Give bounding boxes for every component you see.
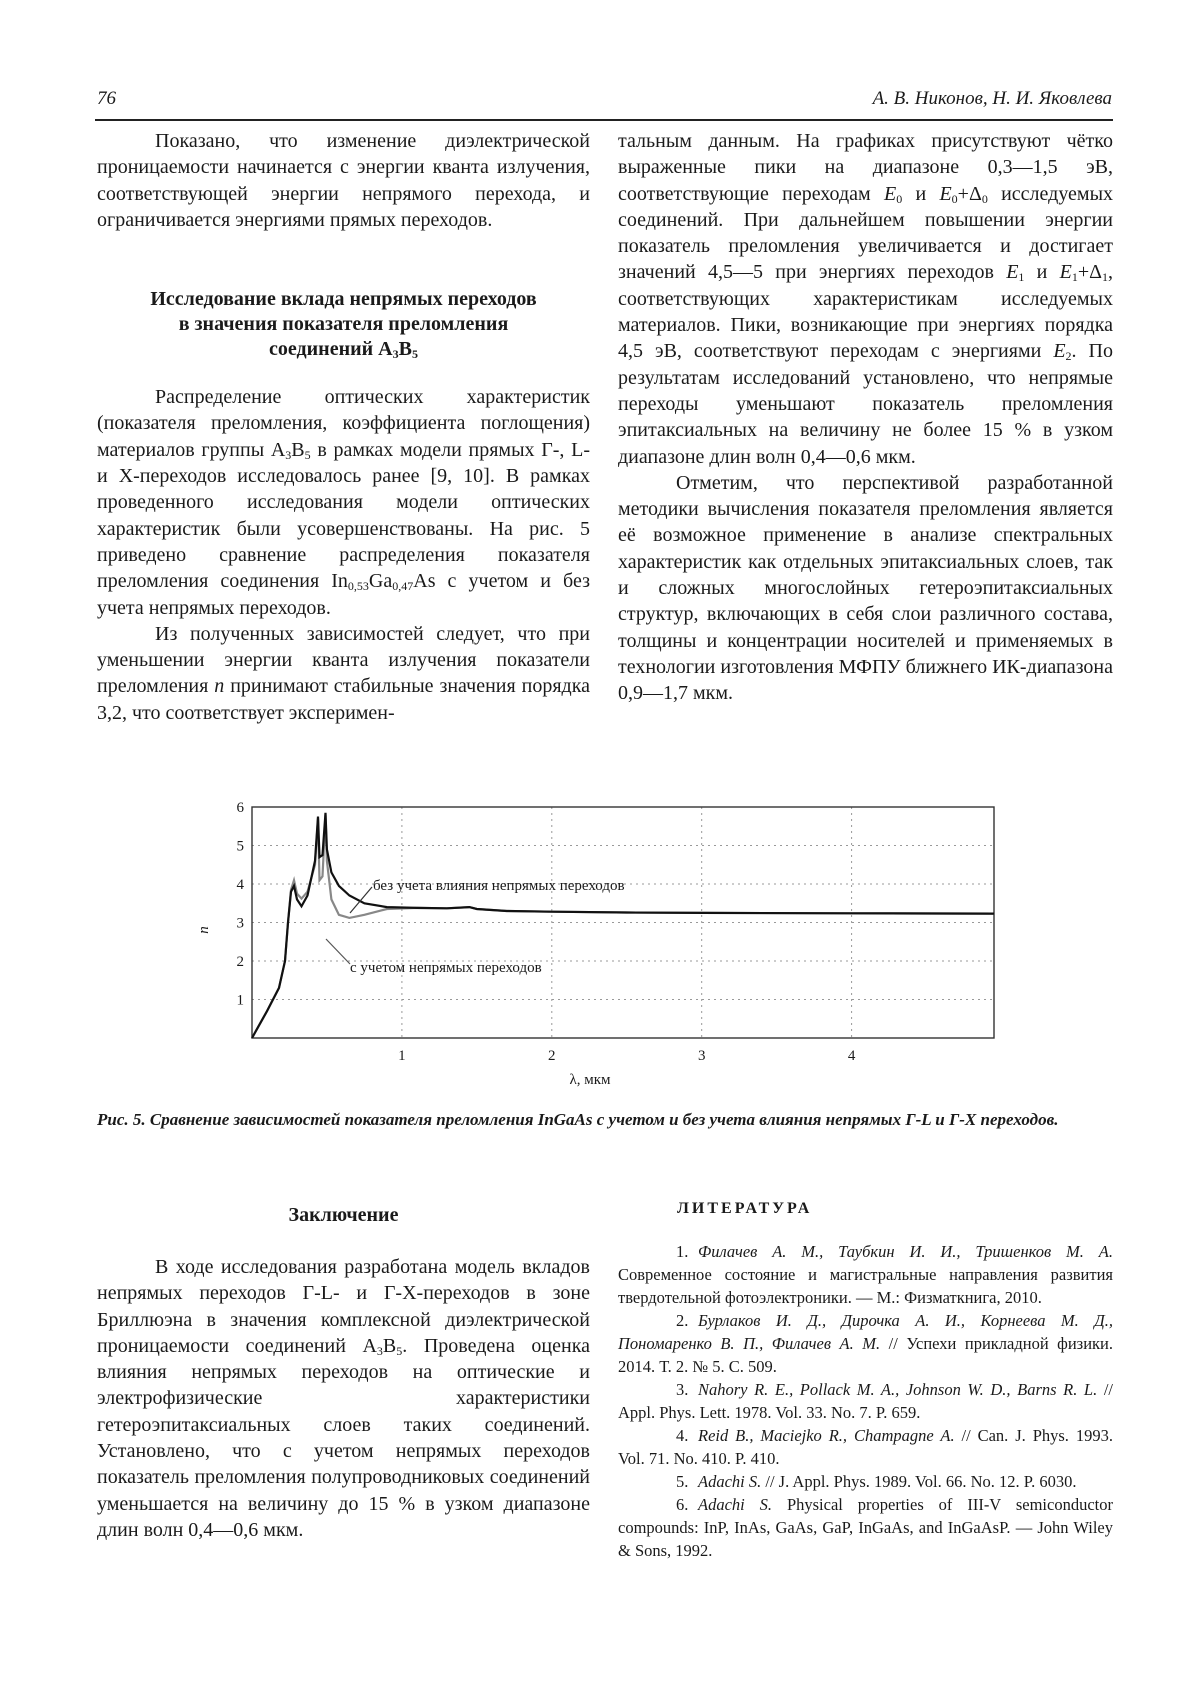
subscript: 0,53 — [347, 579, 369, 594]
x-axis-label: λ, мкм — [569, 1072, 611, 1088]
header-divider — [95, 119, 1113, 121]
reference-details: // Can. J. Phys. 1993. Vol. 71. No. 410. P. 410. — [618, 1426, 1113, 1468]
reference-item — [618, 1378, 1113, 1424]
reference-details: // Успехи прикладной физики. 2014. Т. 2. № 5. С. 509. — [618, 1334, 1113, 1376]
right-column-top — [618, 128, 1113, 707]
reference-details: // J. Appl. Phys. 1989. Vol. 66. No. 12. P. 6030. — [761, 1472, 1077, 1491]
text: исследуемых соединений. При дальнейшем повышении энергии показатель преломления увеличивается и достигает значений 4,5—5 при энергиях переходов — [618, 182, 1114, 284]
paragraph-distribution — [97, 384, 590, 621]
y-axis-ticks — [237, 800, 245, 1009]
reference-number: 3. — [676, 1380, 689, 1399]
reference-authors: Adachi S. — [698, 1472, 762, 1491]
text: Из полученных зависимостей следует, что при уменьшении энергии кванта излучения показатели преломления — [97, 622, 590, 698]
reference-number: 4. — [676, 1426, 689, 1445]
y-axis-label: n — [196, 926, 212, 934]
annotation-with-indirect: с учетом непрямых переходов — [350, 960, 542, 976]
reference-number: 6. — [676, 1495, 689, 1514]
page-number: 76 — [97, 88, 116, 109]
subscript: 1 — [1018, 270, 1025, 285]
reference-details: Современное состояние и магистральные направления развития твердотельной фотоэлектроники. — М.: Физматкнига, 2010. — [618, 1265, 1113, 1307]
y-tick-label: 1 — [236, 992, 244, 1009]
subscript: 1 — [1102, 270, 1109, 285]
reference-authors: Adachi S. — [698, 1495, 773, 1514]
x-tick-label: 2 — [548, 1048, 556, 1064]
text: . По результатам исследований установлено, что непрямые переходы уменьшают показатель преломления эпитаксиальных на величину не более 15 % в узком диапазоне длин волн 0,4—0,6 мкм. — [618, 340, 1113, 468]
text: тальным данным. На графиках присутствуют чётко выраженные пики на диапазоне 0,3—1,5 эВ, соответствующие переходам — [618, 130, 1113, 205]
reference-item — [618, 1240, 1113, 1309]
reference-number: 1. — [676, 1242, 689, 1261]
subscript: 3 — [285, 447, 292, 462]
subscript: 3 — [376, 1343, 383, 1358]
series-with-indirect — [252, 815, 994, 1038]
figure-5-chart — [190, 790, 1030, 1100]
subscript: 5 — [411, 347, 418, 362]
figure-caption: Рис. 5. Сравнение зависимостей показателя преломления InGaAs с учетом и без учета влияния непрямых Г-L и Г-X переходов. — [97, 1110, 1059, 1129]
left-column-top — [97, 128, 590, 726]
refractive-index-chart — [190, 790, 1030, 1100]
subscript: 0,47 — [392, 579, 414, 594]
x-tick-label: 1 — [398, 1048, 406, 1064]
reference-details: // Appl. Phys. Lett. 1978. Vol. 33. No. 7. P. 659. — [618, 1380, 1113, 1422]
reference-number: 2. — [676, 1311, 689, 1330]
annotation-without-indirect: без учета влияния непрямых переходов — [373, 878, 625, 894]
references-list — [618, 1240, 1113, 1562]
text: As с учетом и без учета непрямых переходов. — [97, 570, 590, 619]
reference-item — [618, 1424, 1113, 1470]
subscript: 0 — [981, 191, 988, 206]
section-heading-line3: соединений A — [269, 338, 393, 361]
symbol-E: E — [883, 182, 897, 205]
text: Распределение оптических характеристик (показателя преломления, коэффициента поглощения) материалов группы A — [97, 386, 590, 461]
y-tick-label: 6 — [236, 800, 244, 816]
y-tick-label: 4 — [236, 877, 244, 893]
subscript: 5 — [304, 447, 311, 462]
reference-authors: Филачев А. М., Таубкин И. И., Тришенков М. А. — [698, 1242, 1113, 1261]
subscript: 3 — [392, 347, 399, 362]
intro-paragraph: Показано, что изменение диэлектрической проницаемости начинается с энергии кванта излучения, соответствующей энергии непрямого перехода, и ограничивается энергиями прямых переходов. — [97, 130, 590, 231]
conclusion-section — [97, 1203, 590, 1543]
symbol-E: E — [939, 182, 952, 205]
section-heading — [97, 287, 590, 362]
x-axis-ticks — [398, 1048, 856, 1064]
symbol-E: E — [1059, 261, 1072, 284]
reference-item — [618, 1493, 1113, 1562]
reference-details: Physical properties of III-V semiconductor compounds: InP, InAs, GaAs, GaP, InGaAs, and InGaAsP. — John Wiley & Sons, 1992. — [618, 1495, 1113, 1560]
section-heading-text: B — [398, 338, 412, 361]
reference-authors: Reid B., Maciejko R., Champagne A. — [698, 1426, 955, 1445]
x-tick-label: 3 — [697, 1048, 706, 1064]
x-tick-label: 4 — [847, 1048, 856, 1064]
text: , соответствующих характеристикам исследуемых материалов. Пики, возникающие при энергиях порядка 4,5 эВ, соответствуют переходам с энергиями — [618, 261, 1114, 363]
subscript: 0 — [896, 191, 903, 206]
section-heading-line1: Исследование вклада непрямых переходов — [150, 288, 537, 311]
paragraph-peaks — [618, 128, 1113, 470]
text: и — [902, 182, 940, 205]
reference-item — [618, 1309, 1113, 1378]
symbol-n: n — [214, 675, 225, 698]
text: Ga — [368, 570, 393, 593]
reference-number: 5. — [676, 1472, 689, 1491]
reference-authors: Nahory R. E., Pollack M. A., Johnson W. D., Barns R. L. — [698, 1380, 1098, 1399]
conclusion-paragraph — [97, 1254, 590, 1543]
annotation-leader-2 — [326, 939, 350, 964]
subscript: 1 — [1071, 270, 1078, 285]
subscript: 5 — [396, 1343, 403, 1358]
y-tick-label: 2 — [236, 954, 244, 970]
text: +Δ — [1077, 261, 1103, 284]
y-tick-label: 3 — [236, 915, 244, 932]
section-heading-line2: в значения показателя преломления — [178, 313, 509, 336]
text: . Проведена оценка влияния непрямых переходов на оптические и электрофизические характеристики гетероэпитаксиальных слоев таких соединений. Установлено, что с учетом непрямых переходов показатель преломления полупроводниковых соединений уменьшается на величину до 15 % в узком диапазоне длин волн 0,4—0,6 мкм. — [97, 1334, 590, 1541]
subscript: 2 — [1065, 349, 1072, 364]
text: и — [1024, 261, 1060, 284]
reference-item — [618, 1470, 1113, 1493]
symbol-E: E — [1053, 340, 1066, 363]
reference-authors: Бурлаков И. Д., Дирочка А. И., Корнеева М. Д., Пономаренко В. П., Филачев А. М. — [618, 1311, 1113, 1353]
series-without-indirect — [252, 813, 994, 1038]
paragraph-perspective: Отметим, что перспективой разработанной методики вычисления показателя преломления является её возможное применение в анализе спектральных характеристик как отдельных эпитаксиальных слоев, так и сложных многослойных гетероэпитаксиальных структур, включающих в себя слои различного состава, толщины и концентрации носителей и применяемых в технологии изготовления МФПУ ближнего ИК-диапазона 0,9—1,7 мкм. — [618, 471, 1113, 705]
y-tick-label: 5 — [236, 838, 244, 855]
annotation-leader-1 — [350, 887, 372, 913]
subscript: 0 — [951, 191, 958, 206]
text: B — [291, 438, 305, 461]
references-heading: ЛИТЕРАТУРА — [677, 1200, 813, 1217]
symbol-E: E — [1006, 261, 1019, 284]
chart-grid — [252, 807, 994, 1038]
text: В ходе исследования разработана модель вкладов непрямых переходов Г-L- и Г-X-переходов в зоне Бриллюэна в значения комплексной диэлектрической проницаемости соединений A — [97, 1256, 590, 1357]
text: принимают стабильные значения порядка 3,2, что соответствует эксперимен- — [97, 675, 590, 724]
text: в рамках модели прямых Г-, L- и X-переходов исследовалось ранее [9, 10]. В рамках проведенного исследования модели оптических характеристик были усовершенствованы. На рис. 5 приведено сравнение распределения показателя преломления соединения In — [97, 438, 590, 593]
text: B — [382, 1334, 397, 1357]
paragraph-results — [97, 621, 590, 726]
running-header-authors: А. В. Никонов, Н. И. Яковлева — [872, 88, 1112, 109]
conclusion-heading: Заключение — [288, 1204, 399, 1226]
text: +Δ — [957, 182, 982, 205]
